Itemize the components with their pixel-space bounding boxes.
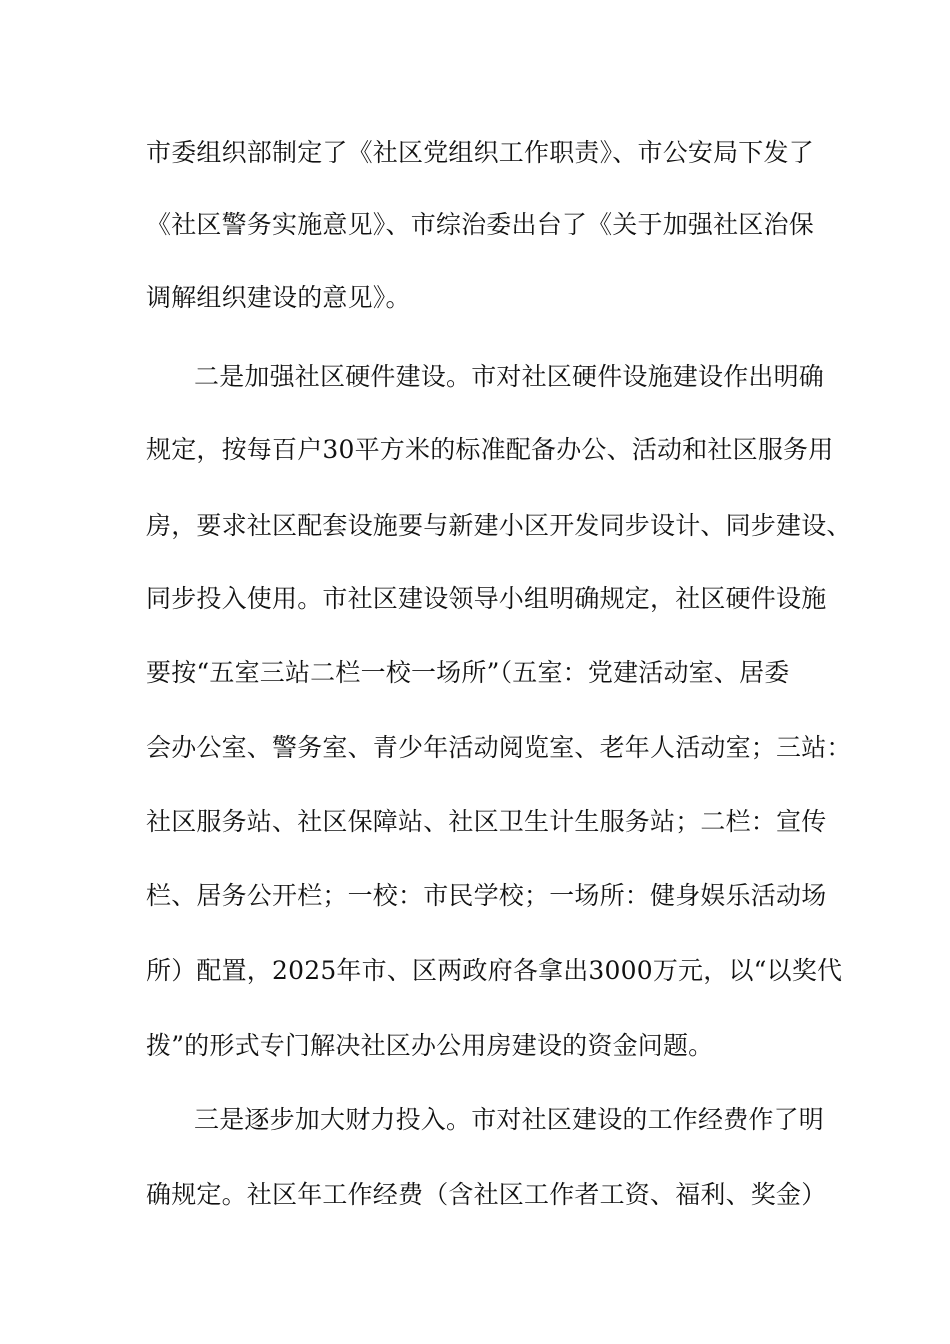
paragraph-2-line-5: 要按“五室三站二栏一校一场所”（五室：党建活动室、居委 — [146, 658, 790, 687]
paragraph-2-line-6: 会办公室、警务室、青少年活动阅览室、老年人活动室；三站： — [146, 733, 852, 762]
paragraph-2-line-4: 同步投入使用。市社区建设领导小组明确规定，社区硬件设施 — [146, 584, 827, 613]
paragraph-2-line-10: 拨”的形式专门解决社区办公用房建设的资金问题。 — [146, 1031, 714, 1060]
paragraph-3-line-2: 确规定。社区年工作经费（含社区工作者工资、福利、奖金） — [146, 1180, 827, 1209]
paragraph-2-line-9: 所）配置，2025年市、区两政府各拿出3000万元，以“以奖代 — [146, 956, 843, 985]
text-line-3: 调解组织建设的意见》。 — [146, 283, 411, 312]
paragraph-2-line-3: 房，要求社区配套设施要与新建小区开发同步设计、同步建设、 — [146, 511, 852, 540]
paragraph-2-line-8: 栏、居务公开栏；一校：市民学校；一场所：健身娱乐活动场 — [146, 881, 827, 910]
paragraph-2-line-2: 规定，按每百户30平方米的标准配备办公、活动和社区服务用 — [146, 435, 834, 464]
paragraph-3-line-1: 三是逐步加大财力投入。市对社区建设的工作经费作了明 — [194, 1105, 825, 1134]
paragraph-2-line-7: 社区服务站、社区保障站、社区卫生计生服务站；二栏：宣传 — [146, 807, 827, 836]
paragraph-2-line-1: 二是加强社区硬件建设。市对社区硬件设施建设作出明确 — [194, 362, 825, 391]
text-line-2: 《社区警务实施意见》、市综治委出台了《关于加强社区治保 — [146, 210, 814, 239]
text-line-1: 市委组织部制定了《社区党组织工作职责》、市公安局下发了 — [146, 138, 814, 167]
